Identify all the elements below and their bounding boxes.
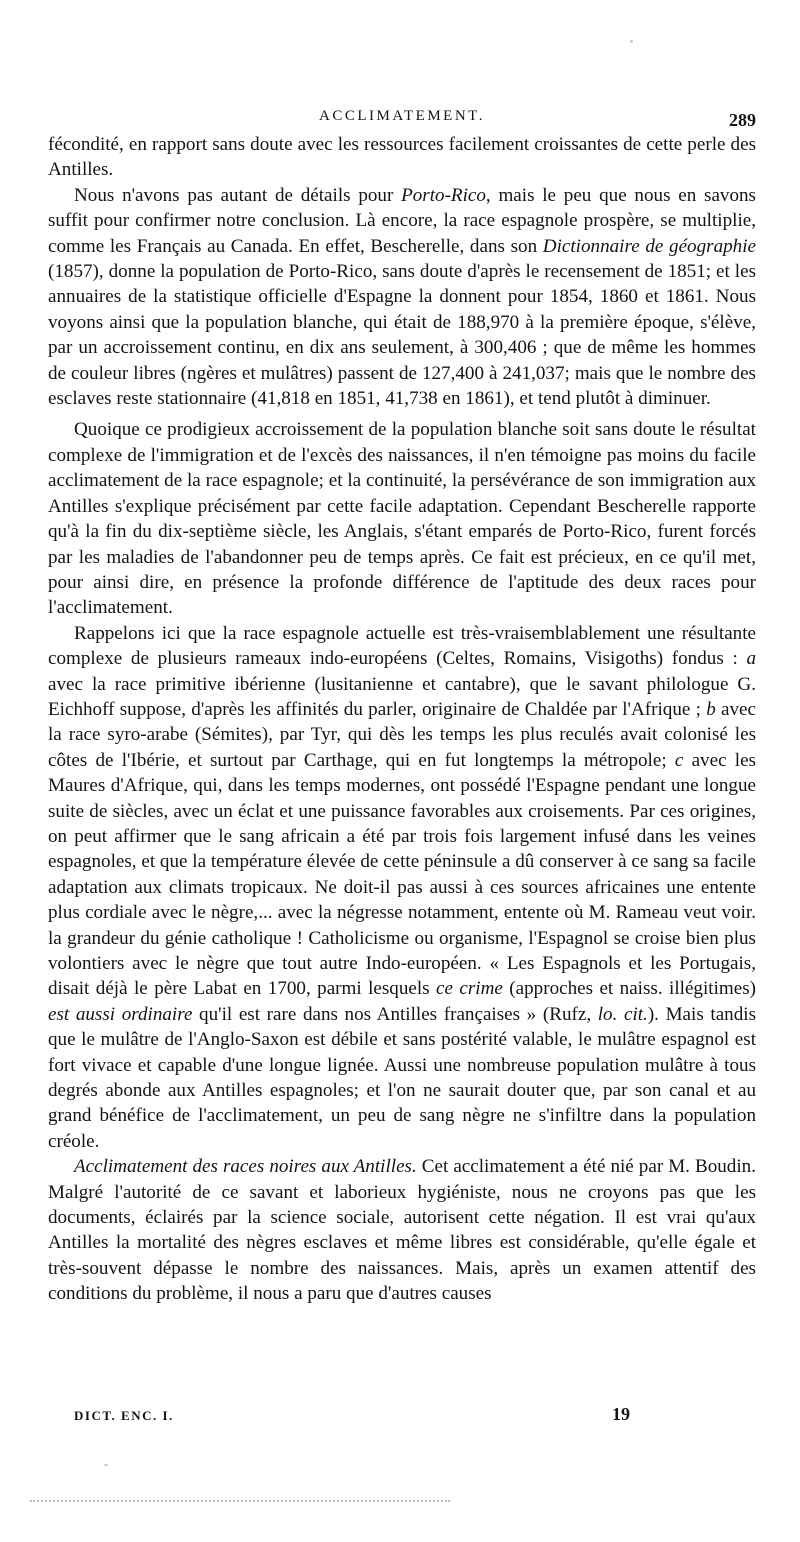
running-head: [48, 104, 756, 132]
scan-edge-marks: [30, 1500, 450, 1508]
paper-speck: [104, 1464, 108, 1466]
text-run: (approches et naiss. illégitimes): [502, 978, 756, 1000]
text-run: avec les Maures d'Afrique, qui, dans les temps modernes, ont possédé l'Espagne pendant une longue suite de siècles, avec un éclat et une puissance favorables aux croisements. Par ces origines, on peut affirmer que le sang africain a été par trois fois largement infusé dans les veines espagnoles, et que la température élevée de cette péninsule a dû conserver à ce sang sa facile adaptation aux climats tropicaux. Ne doit-il pas aussi à ces sources africaines une entente plus cordiale avec le nègre,... avec la négresse notamment, entente où M. Rameau veut voir. la grandeur du génie catholique ! Catholicisme ou organisme, l'Espagnol se croise bien plus volontiers avec le nègre que tout autre Indo-européen. « Les Espagnols et les Portugais, disait déjà le père Labat en 1700, parmi lesquels: [48, 749, 756, 1000]
page-number: 289: [729, 110, 756, 130]
text-run: (1857), donne la population de Porto-Rico, sans doute d'après le recensement de 1851; et les annuaires de la statistique officielle d'Espagne la donnent pour 1854, 1860 et 1861. Nous voyons ainsi que la population blanche, qui était de 188,970 à la première époque, s'élève, par un accroissement continu, en dix ans seulement, à 300,406 ; que de même les hommes de couleur libres (ngères et mulâtres) passent de 127,400 à 241,037; mais que le nombre des esclaves reste stationnaire (41,818 en 1851, 41,738 en 1861), et tend plutôt à diminuer.: [48, 261, 756, 410]
paper-speck: [630, 40, 633, 43]
italic-run: a: [746, 648, 756, 670]
paragraph-2: [48, 183, 756, 412]
text-run: Nous n'avons pas autant de détails pour: [74, 184, 402, 206]
text-run: ). Mais tandis que le mulâtre de l'Anglo-Saxon est débile et sans postérité valable, le mulâtre espagnol est fort vivace et capable d'une longue lignée. Aussi une nombreuse population mulâtre à tous degrés abonde aux Antilles espagnoles; et l'on ne saurait douter que, par son canal et au grand bénéfice de l'acclimatement, un peu de sang nègre ne s'infiltre dans la population créole.: [48, 1003, 756, 1152]
text-run: Rappelons ici que la race espagnole actuelle est très-vraisemblablement une résultante complexe de plusieurs rameaux indo-européens (Celtes, Romains, Visigoths) fondus :: [48, 622, 756, 670]
italic-run: Dictionnaire de géographie: [542, 235, 756, 257]
italic-run: Porto-Rico: [401, 184, 486, 206]
text-run: , mais le peu que nous en savons suffit pour confirmer notre conclusion. Là encore, la race espagnole prospère, se multiplie, comme les Français au Canada. En effet, Bescherelle, dans son: [48, 184, 756, 257]
italic-run: b: [706, 698, 716, 720]
italic-run: ce crime: [436, 978, 503, 1000]
page-footer: [74, 1404, 674, 1434]
text-run: fécondité, en rapport sans doute avec les ressources facilement croissantes de cette perle des Antilles.: [48, 134, 756, 181]
signature-mark: DICT. ENC. I.: [74, 1408, 174, 1423]
text-run: Quoique ce prodigieux accroissement de la population blanche soit sans doute le résultat complexe de l'immigration et de l'excès des naissances, il n'en témoigne pas moins du facile acclimatement de la race espagnole; et la continuité, la persévérance de son immigration aux Antilles s'explique précisément par cette facile adaptation. Cependant Bescherelle rapporte qu'à la fin du dix-septième siècle, les Anglais, s'étant emparés de Porto-Rico, furent forcés par les maladies de l'abandonner peu de temps après. Ce fait est précieux, en ce qu'il met, pour ainsi dire, en présence la profonde différence de l'aptitude des deux races pour l'acclimatement.: [48, 419, 756, 619]
paragraph-5: [48, 1154, 756, 1306]
text-run: avec la race primitive ibérienne (lusitanienne et cantabre), que le savant philologue G. Eichhoff suppose, d'après les affinités du parler, originaire de Chaldée par l'Afrique ;: [48, 673, 756, 720]
italic-run: c: [674, 749, 684, 771]
paragraph-3: [48, 417, 756, 620]
body-text: [48, 132, 756, 1307]
running-head-title: ACCLIMATEMENT.: [319, 108, 485, 124]
italic-run: est aussi ordinaire: [48, 1003, 193, 1025]
text-run: Cet acclimatement a été nié par M. Boudin. Malgré l'autorité de ce savant et laborieux hygiéniste, nous ne croyons pas que les documents, éclairés par la science sociale, autorisent cette négation. Il est vrai qu'aux Antilles la mortalité des nègres esclaves et même libres est considérable, qu'elle égale et très-souvent dépasse le nombre des naissances. Mais, après un examen attentif des conditions du problème, il nous a paru que d'autres causes: [48, 1156, 756, 1305]
sheet-number: 19: [612, 1404, 630, 1424]
text-run: avec la race syro-arabe (Sémites), par Tyr, qui dès les temps les plus reculés avait colonisé les côtes de l'Ibérie, et surtout par Carthage, qui en fut longtemps la métropole;: [48, 698, 756, 771]
text-run: qu'il est rare dans nos Antilles françaises » (Rufz,: [192, 1003, 598, 1025]
paragraph-4: [48, 621, 756, 1155]
italic-run: lo. cit.: [597, 1003, 648, 1025]
paragraph-1: [48, 132, 756, 183]
italic-run: Acclimatement des races noires aux Antilles.: [74, 1156, 417, 1178]
